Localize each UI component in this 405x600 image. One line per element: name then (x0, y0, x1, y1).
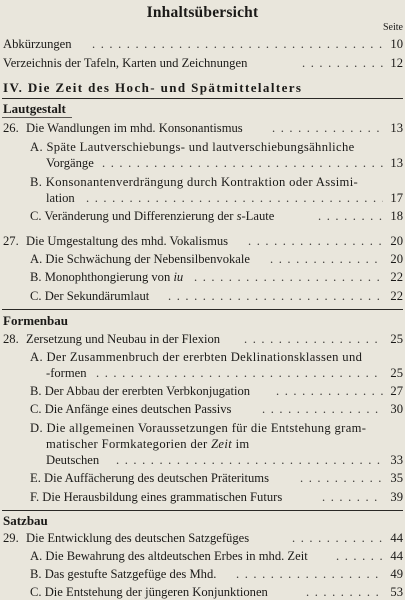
toc-entry-27[interactable]: 27. Die Umgestaltung des mhd. Vokalismus . . . 20 (0, 233, 405, 249)
dot-leader (270, 251, 383, 267)
dot-leader (336, 548, 383, 564)
dot-leader (300, 470, 383, 486)
dot-leader (272, 120, 383, 136)
toc-entry-26c[interactable]: C. Veränderung und Differenzierung der s-Laute . . . 18 (0, 208, 405, 224)
dot-leader (116, 452, 383, 468)
toc-entry-29[interactable]: 29. Die Entwicklung des deutschen Satzgefüges . . . 44 (0, 530, 405, 546)
toc-entry-28a[interactable]: A. Der Zusammenbruch der ererbten Deklinationsklassen und (30, 350, 363, 364)
toc-entry-28a-cont[interactable]: -formen . . . 25 (0, 365, 405, 381)
toc-entry-28b[interactable]: B. Der Abbau der ererbten Verbkonjugation . . . 27 (0, 383, 405, 399)
toc-entry-29c[interactable]: C. Die Entstehung der jüngeren Konjunktionen . . . 53 (0, 584, 405, 600)
subheading-satzbau: Satzbau (3, 513, 48, 528)
dot-leader (96, 365, 383, 381)
subheading-formenbau: Formenbau (3, 313, 68, 328)
toc-entry-29b[interactable]: B. Das gestufte Satzgefüge des Mhd. . . . 49 (0, 566, 405, 582)
page-title: Inhaltsübersicht (146, 4, 259, 21)
divider (2, 309, 403, 310)
dot-leader (86, 190, 383, 206)
dot-leader (168, 288, 383, 304)
page-column-label: Seite (383, 22, 403, 33)
toc-entry-27c[interactable]: C. Der Sekundärumlaut . . . 22 (0, 288, 405, 304)
dot-leader (322, 489, 383, 505)
divider (2, 98, 403, 99)
dot-leader (92, 36, 383, 52)
dot-leader (248, 233, 383, 249)
dot-leader (194, 269, 383, 285)
dot-leader (302, 55, 383, 71)
toc-entry-28d-cont[interactable]: matischer Formkategorien der Zeit im (46, 437, 250, 451)
dot-leader (306, 584, 383, 600)
divider (2, 117, 72, 118)
toc-entry-26b[interactable]: B. Konsonantenverdrängung durch Kontraktion oder Assimi- (30, 175, 359, 189)
toc-entry-26b-cont[interactable]: lation . . . 17 (0, 190, 405, 206)
toc-entry-28d[interactable]: D. Die allgemeinen Voraussetzungen für die Entstehung gram- (30, 421, 367, 435)
dot-leader (318, 208, 383, 224)
toc-entry-28f[interactable]: F. Die Herausbildung eines grammatischen Futurs . . . 39 (0, 489, 405, 505)
toc-entry-26a-cont[interactable]: Vorgänge . . . 13 (0, 155, 405, 171)
toc-entry-28c[interactable]: C. Die Anfänge eines deutschen Passivs . . . 30 (0, 401, 405, 417)
section-heading-iv: IV. Die Zeit des Hoch- und Spätmittelalters (3, 80, 303, 95)
subheading-lautgestalt: Lautgestalt (3, 101, 66, 116)
dot-leader (236, 566, 383, 582)
dot-leader (102, 155, 383, 171)
divider (2, 510, 403, 511)
toc-entry-abkuerzungen[interactable]: Abkürzungen . . . 10 (0, 36, 405, 52)
toc-entry-28[interactable]: 28. Zersetzung und Neubau in der Flexion . . . 25 (0, 331, 405, 347)
toc-entry-27b[interactable]: B. Monophthongierung von iu . . . 22 (0, 269, 405, 285)
toc-entry-26[interactable]: 26. Die Wandlungen im mhd. Konsonantismus . . . 13 (0, 120, 405, 136)
dot-leader (262, 401, 383, 417)
dot-leader (276, 383, 383, 399)
toc-entry-29a[interactable]: A. Die Bewahrung des altdeutschen Erbes in mhd. Zeit . . . 44 (0, 548, 405, 564)
toc-entry-verzeichnis[interactable]: Verzeichnis der Tafeln, Karten und Zeichnungen . . . 12 (0, 55, 405, 71)
dot-leader (292, 530, 383, 546)
toc-entry-28d-cont2[interactable]: Deutschen . . . 33 (0, 452, 405, 468)
toc-entry-26a[interactable]: A. Späte Lautverschiebungs- und lautverschiebungsähnliche (30, 140, 355, 154)
toc-entry-28e[interactable]: E. Die Auffächerung des deutschen Präteritums . . . 35 (0, 470, 405, 486)
toc-entry-27a[interactable]: A. Die Schwächung der Nebensilbenvokale . . . 20 (0, 251, 405, 267)
dot-leader (244, 331, 383, 347)
